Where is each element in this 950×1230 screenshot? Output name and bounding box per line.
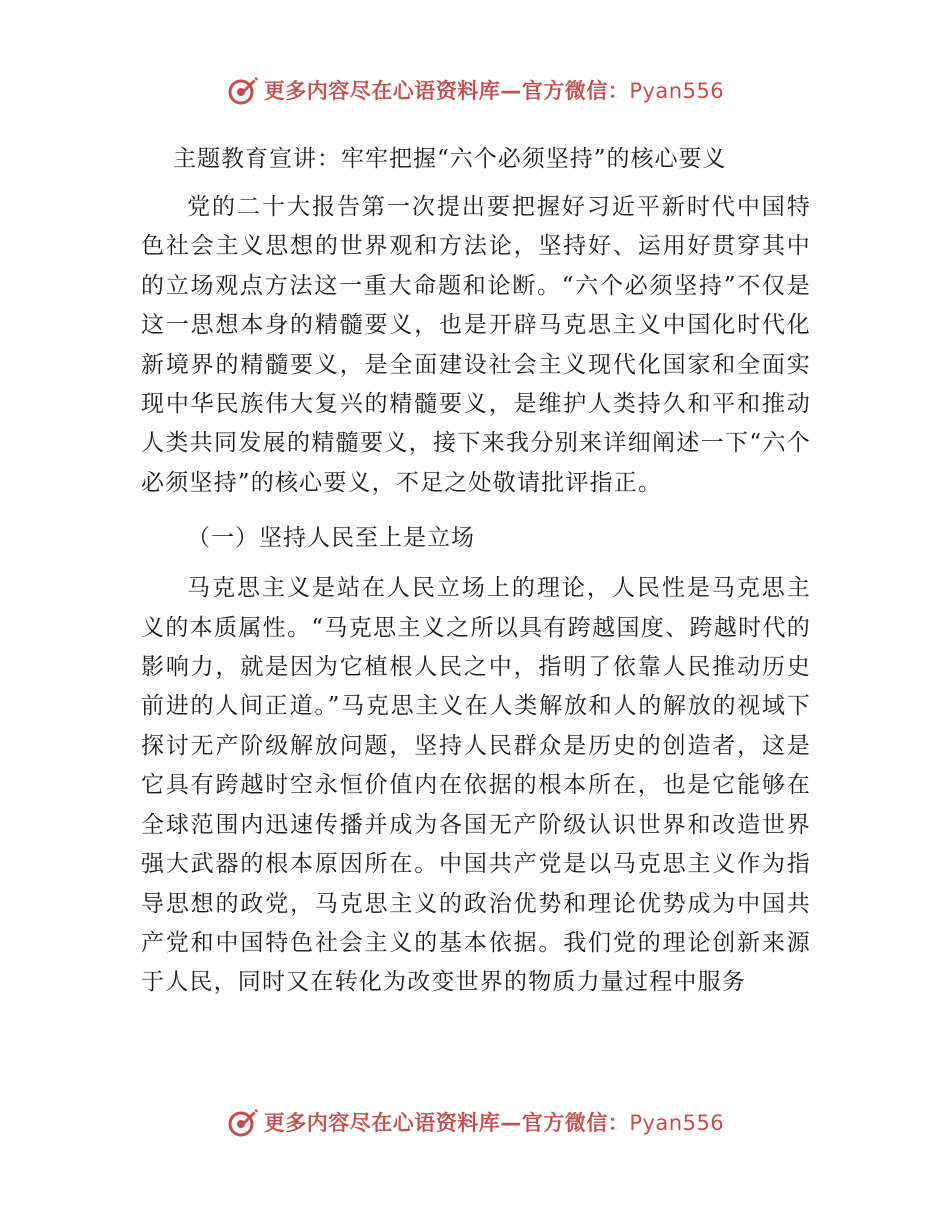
paragraph-intro: 党的二十大报告第一次提出要把握好习近平新时代中国特色社会主义思想的世界观和方法论，坚持好、运用好贯穿其中的立场观点方法这一重大命题和论断。“六个必须坚持”不仅是这一思想本身的精髓要义，也是开辟马克思主义中国化时代化新境界的精髓要义，是全面建设社会主义现代化国家和全面实现中华民族伟大复兴的精髓要义，是维护人类持久和平和推动人类共同发展的精髓要义，接下来我分别来详细阐述一下“六个必须坚持”的核心要义，不足之处敬请批评指正。 [141,194,811,496]
section-heading: （一）坚持人民至上是立场 [187,525,475,552]
wechat-handle: Pyan556 [629,1111,725,1135]
banner-text: 更多内容尽在心语资料库—官方微信：Pyan556 [263,79,725,103]
document-body [141,136,811,1003]
pen-on-circle-icon [226,73,260,107]
header-banner [0,70,950,110]
pen-on-circle-icon [226,1105,260,1139]
wechat-handle: Pyan556 [629,79,725,103]
document-title: 主题教育宣讲：牢牢把握“六个必须坚持”的核心要义 [173,146,727,172]
footer-banner [0,1102,950,1142]
banner-text: 更多内容尽在心语资料库—官方微信：Pyan556 [263,1111,725,1135]
paragraph-section-1: 马克思主义是站在人民立场上的理论，人民性是马克思主义的本质属性。“马克思主义之所以具有跨越国度、跨越时代的影响力，就是因为它植根人民之中，指明了依靠人民推动历史前进的人间正道。”马克思主义在人类解放和人的解放的视域下探讨无产阶级解放问题，坚持人民群众是历史的创造者，这是它具有跨越时空永恒价值内在依据的根本所在，也是它能够在全球范围内迅速传播并成为各国无产阶级认识世界和改造世界强大武器的根本原因所在。中国共产党是以马克思主义作为指导思想的政党，马克思主义的政治优势和理论优势成为中国共产党和中国特色社会主义的基本依据。我们党的理论创新来源于人民，同时又在转化为改变世界的物质力量过程中服务 [141,575,811,996]
